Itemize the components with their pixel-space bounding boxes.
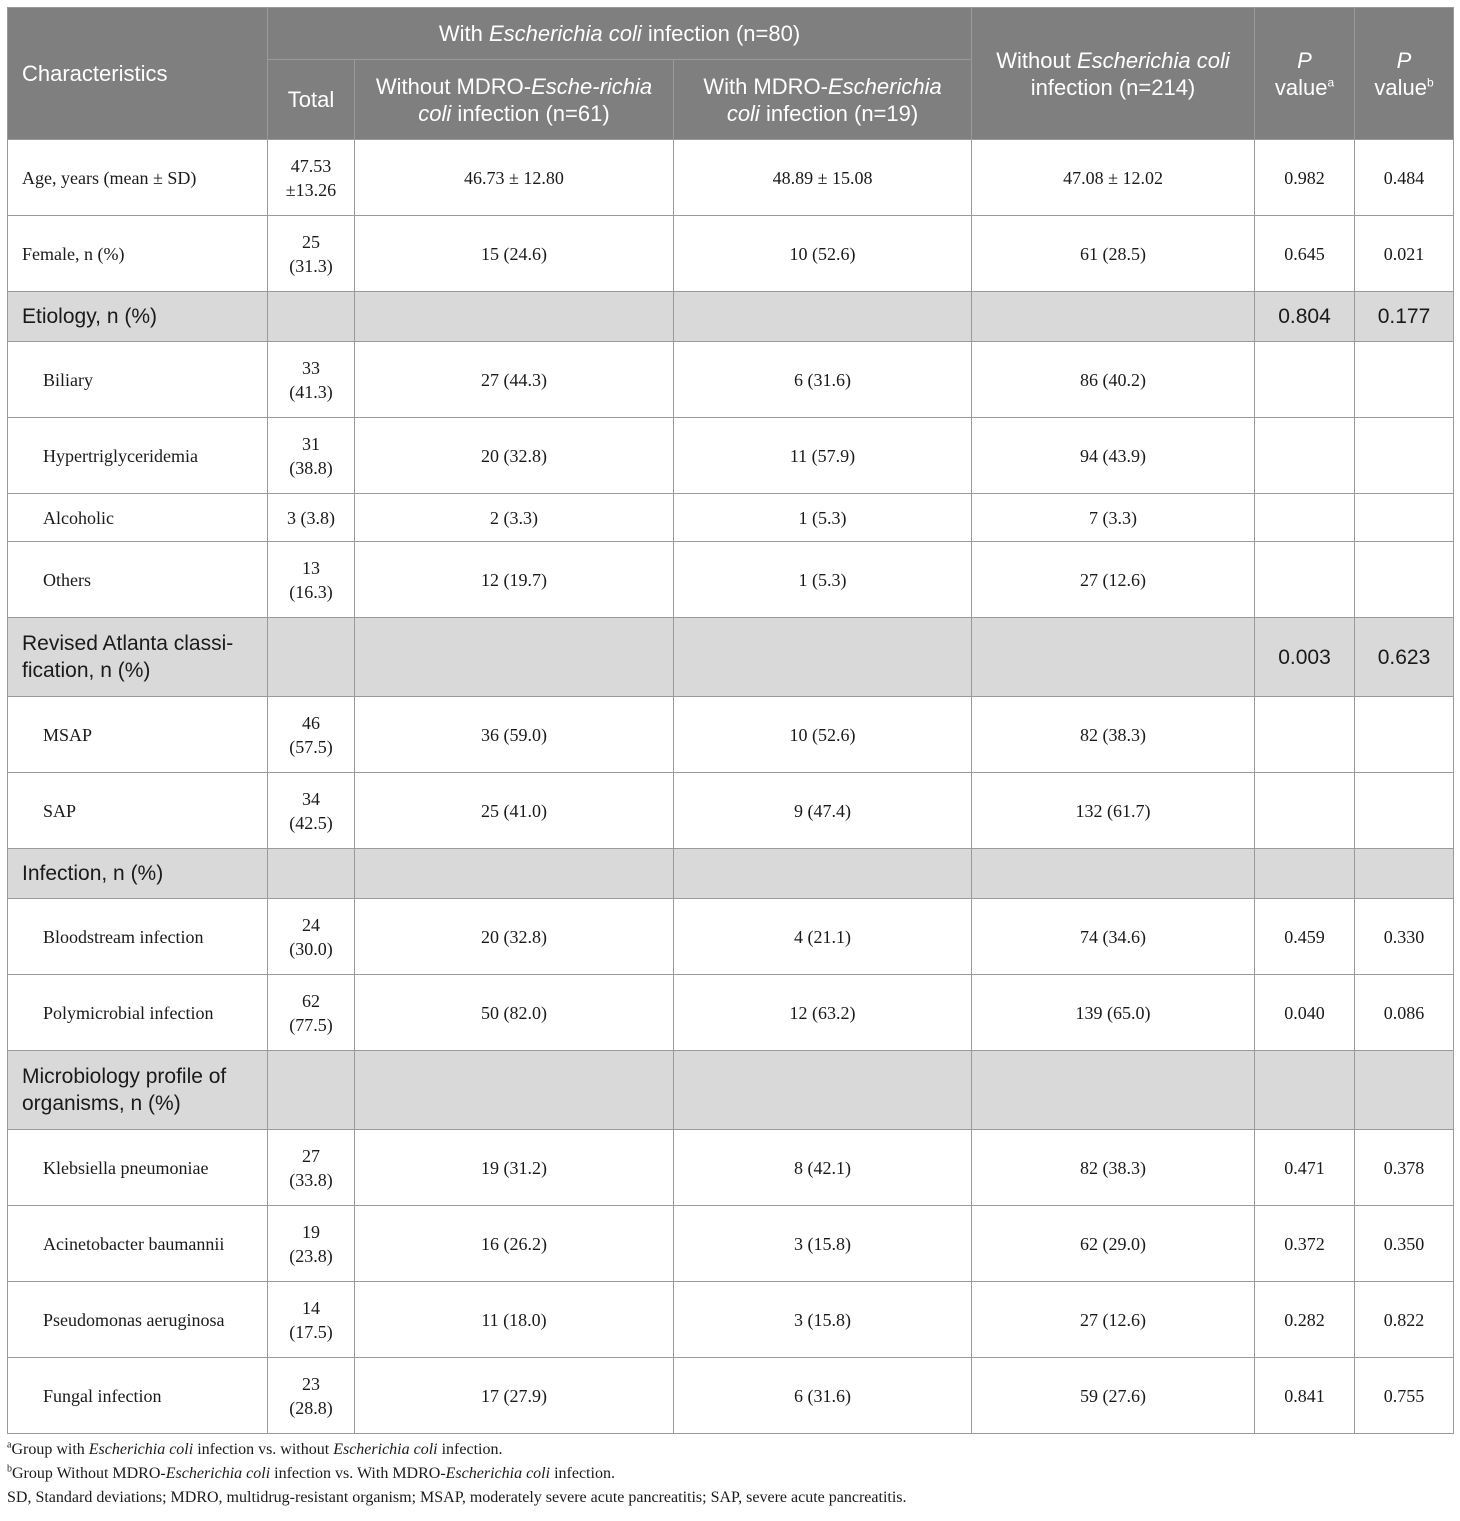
table-row: Alcoholic 3 (3.8) 2 (3.3) 1 (5.3) 7 (3.3): [8, 494, 1454, 542]
table-row: Bloodstream infection 24 (30.0) 20 (32.8) 4 (21.1) 74 (34.6) 0.459 0.330: [8, 899, 1454, 975]
characteristics-table: [7, 7, 1454, 1434]
header-total: Total: [268, 60, 355, 140]
table-row: Hypertriglyceridemia 31 (38.8) 20 (32.8) 11 (57.9) 94 (43.9): [8, 418, 1454, 494]
header-p-value-b: P value$^b$: [1355, 8, 1454, 140]
table-row: Others 13 (16.3) 12 (19.7) 1 (5.3) 27 (12.6): [8, 542, 1454, 618]
header-characteristics: Characteristics: [8, 8, 268, 140]
section-row: Infection, n (%): [8, 849, 1454, 899]
header-without-ecoli: Without Escherichia coli infection (n=214): [972, 8, 1255, 140]
header-without-mdro: Without MDRO-Esche-richia coli infection (n=61): [355, 60, 674, 140]
header-with-mdro: With MDRO-Escherichia coli infection (n=19): [674, 60, 972, 140]
section-row: Etiology, n (%) 0.804 0.177: [8, 292, 1454, 342]
table-container: [7, 7, 1453, 1510]
section-row: Microbiology profile of organisms, n (%): [8, 1051, 1454, 1130]
table-row: Polymicrobial infection 62 (77.5) 50 (82.0) 12 (63.2) 139 (65.0) 0.040 0.086: [8, 975, 1454, 1051]
table-row: Acinetobacter baumannii 19 (23.8) 16 (26.2) 3 (15.8) 62 (29.0) 0.372 0.350: [8, 1206, 1454, 1282]
table-row: Female, n (%) 25 (31.3) 15 (24.6) 10 (52.6) 61 (28.5) 0.645 0.021: [8, 216, 1454, 292]
section-row: Revised Atlanta classi-fication, n (%) 0.003 0.623: [8, 618, 1454, 697]
table-row: Klebsiella pneumoniae 27 (33.8) 19 (31.2) 8 (42.1) 82 (38.3) 0.471 0.378: [8, 1130, 1454, 1206]
table-row: Biliary 33 (41.3) 27 (44.3) 6 (31.6) 86 (40.2): [8, 342, 1454, 418]
footnote-abbreviations: SD, Standard deviations; MDRO, multidrug-resistant organism; MSAP, moderately severe acute pancreatitis; SAP, severe acute pancreatitis.: [7, 1489, 907, 1506]
table-row: SAP 34 (42.5) 25 (41.0) 9 (47.4) 132 (61.7): [8, 773, 1454, 849]
table-row: Age, years (mean ± SD) 47.53 ±13.26 46.73 ± 12.80 48.89 ± 15.08 47.08 ± 12.02 0.982 0.484: [8, 140, 1454, 216]
table-row: Pseudomonas aeruginosa 14 (17.5) 11 (18.0) 3 (15.8) 27 (12.6) 0.282 0.822: [8, 1282, 1454, 1358]
table-row: MSAP 46 (57.5) 36 (59.0) 10 (52.6) 82 (38.3): [8, 697, 1454, 773]
table-row: Fungal infection 23 (28.8) 17 (27.9) 6 (31.6) 59 (27.6) 0.841 0.755: [8, 1358, 1454, 1434]
header-p-value-a: P value$^a$: [1255, 8, 1355, 140]
footnote-a: $^a$Group with Escherichia coli infection vs. without Escherichia coli infection.: [7, 1439, 503, 1458]
footnotes: [7, 1438, 1453, 1510]
header-with-ecoli-group: With Escherichia coli infection (n=80): [268, 8, 972, 60]
footnote-b: $^b$Group Without MDRO-Escherichia coli infection vs. With MDRO-Escherichia coli infection.: [7, 1463, 615, 1482]
